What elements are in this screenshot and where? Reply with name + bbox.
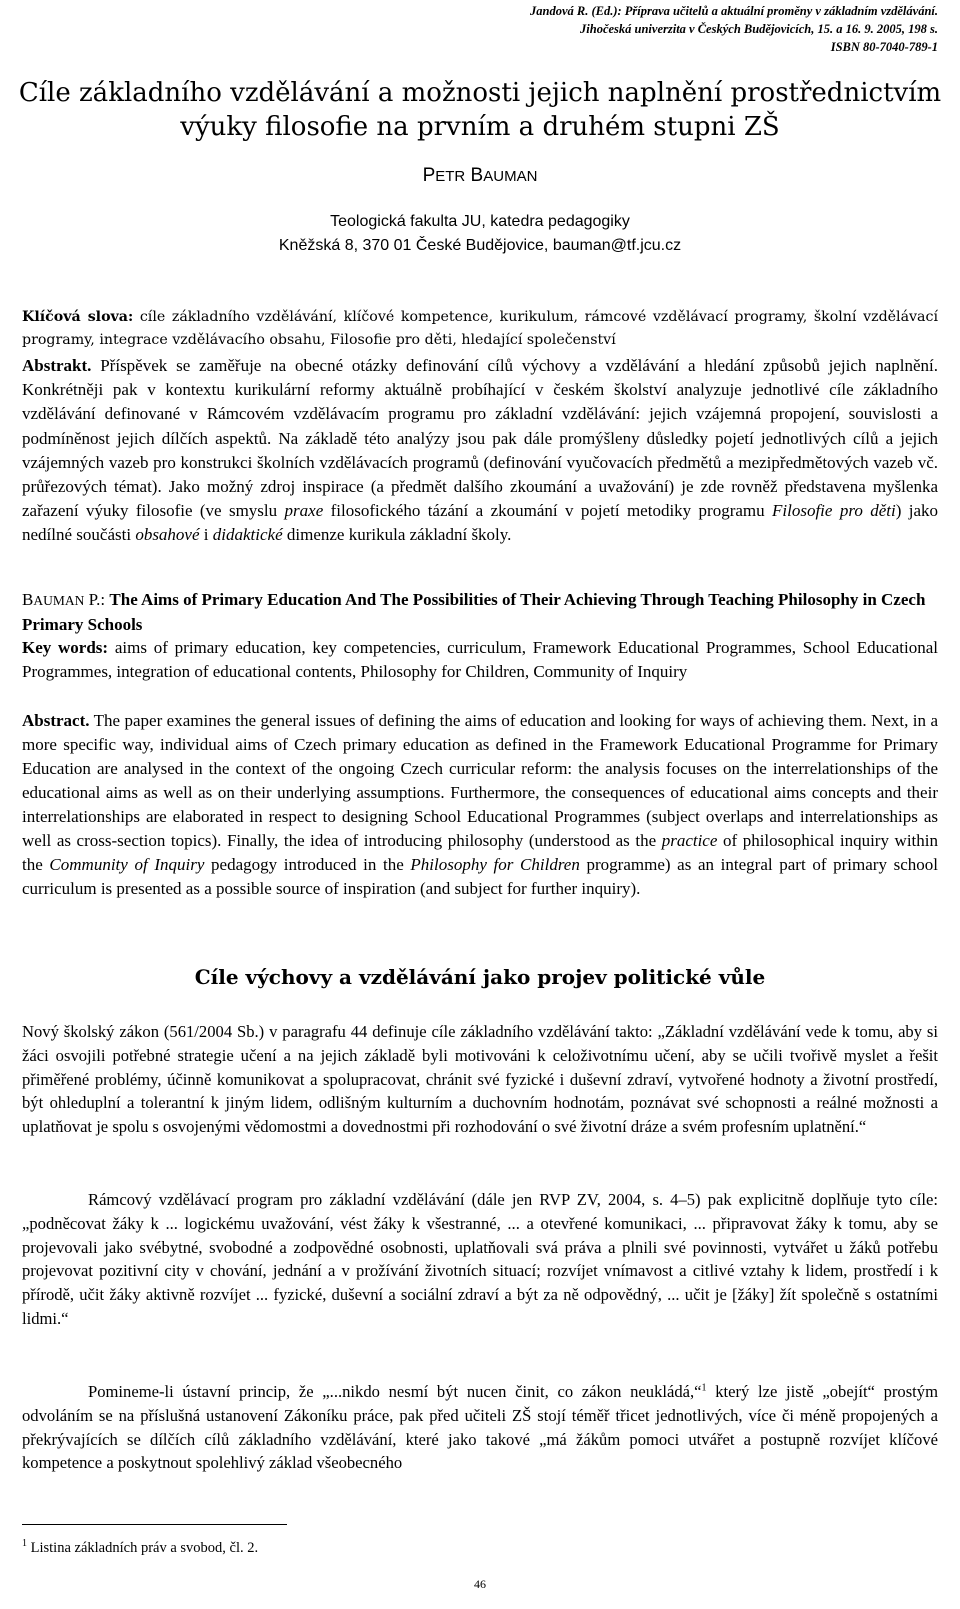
paragraph-3-text: který lze jistě „obejít“ prostým odvoláním se na příslušná ustanovení Zákoníku práce, pak před učiteli ZŠ stojí téměř třicet jednotlivých, více či méně propojených a překrývajících se dílčích cílů základního vzdělávání, které jako takové „má žákům pomoci utvářet a postupně rozvíjet klíčové kompetence a poskytnout spolehlivý základ všeobecného (22, 1382, 938, 1473)
czech-abstract-text: i (199, 525, 213, 545)
footnote-text: Listina základních práv a svobod, čl. 2. (27, 1540, 259, 1556)
title-line-1: Cíle základního vzdělávání a možnosti jejich naplnění prostřednictvím (18, 78, 942, 108)
english-abstract (22, 709, 938, 901)
english-author-rest: AUMAN (33, 593, 85, 608)
english-abstract-text: The paper examines the general issues of defining the aims of education and looking for ways of achieving them. Next, in a more specific way, individual aims of Czech primary education as defined in the Framework Educational Programme for Primary Education are analysed in the context of the ongoing Czech curricular reform: the analysis focuses on the interrelationships of the educational aims as well as on their underlying assumptions. Furthermore, the consequences of educational aims concepts and their interrelationships are elaborated in respect to designing School Educational Programmes (subject overlaps and interrelationships as well as cross-section topics). Finally, the idea of introducing philosophy (understood as the (22, 711, 938, 850)
citation-line-2: Jihočeská univerzita v Českých Budějovicích, 15. a 16. 9. 2005, 198 s. (580, 22, 938, 36)
body-paragraph-1: Nový školský zákon (561/2004 Sb.) v paragrafu 44 definuje cíle základního vzdělávání takto: „Základní vzdělávání vede k tomu, aby si žáci osvojili potřebné strategie učení a na jejich základě byli motivováni k celoživotnímu učení, aby se učili tvořivě myslet a řešit přiměřené problémy, účinně komunikovat a spolupracovat, chránit své fyzické i duševní zdraví, vytvořené hodnoty a životní prostředí, být ohleduplní a tolerantní k jiným lidem, odlišným kulturním a duchovním hodnotám, poznávat své schopnosti a reálné možnosti a uplatňovat je spolu s osvojenými vědomostmi a dovednostmi při rozhodování o své životní dráze a svém profesním uplatnění.“ (22, 1022, 938, 1137)
author-first-rest: ETR (435, 168, 466, 185)
isbn-line: ISBN 80-7040-789-1 (830, 40, 938, 54)
footnote-divider (22, 1524, 287, 1525)
english-author-suffix: P.: (84, 590, 110, 609)
author-first-initial: P (422, 165, 436, 186)
czech-abstract-text: ) jako nedílné součásti (22, 501, 938, 545)
footnote-number: 1 (22, 1538, 27, 1550)
title-line-2: výuky filosofie na prvním a druhém stupni ZŠ (180, 112, 780, 142)
czech-abstract-em: praxe (284, 501, 324, 521)
affiliation-line-2: Kněžská 8, 370 01 České Budějovice, bauman@tf.jcu.cz (278, 237, 682, 254)
body-paragraph-3 (22, 1380, 938, 1475)
english-abstract-text: of philosophical inquiry within the (22, 831, 938, 874)
affiliation-line-1: Teologická fakulta JU, katedra pedagogiky (330, 213, 630, 230)
author-last-rest: AUMAN (483, 168, 538, 185)
paper-title (0, 76, 960, 144)
czech-abstract-label: Abstrakt. (22, 356, 92, 375)
author-name (0, 165, 960, 187)
czech-abstract-text: filosofického tázání a zkoumání v pojetí metodiky programu (323, 501, 773, 521)
czech-abstract-em: obsahové (135, 525, 200, 545)
footnote-reference[interactable]: 1 (701, 1382, 707, 1394)
section-heading: Cíle výchovy a vzdělávání jako projev politické vůle (194, 965, 766, 989)
czech-keywords (22, 306, 938, 352)
citation-header (530, 2, 938, 56)
english-keywords-text: aims of primary education, key competencies, curriculum, Framework Educational Programmes, School Educational Programmes, integration of educational contents, Philosophy for Children, Community of Inquiry (22, 638, 938, 681)
footnote (22, 1540, 258, 1557)
english-abstract-label: Abstract. (22, 711, 90, 730)
english-keywords-label: Key words: (22, 638, 109, 657)
czech-abstract (22, 354, 938, 548)
english-title-text: The Aims of Primary Education And The Possibilities of Their Achieving Through Teaching Philosophy in Czech Primary Schools (22, 590, 926, 634)
body-paragraph-2 (22, 1188, 938, 1331)
english-abstract-text: programme) as an integral part of primary school curriculum is presented as a possible source of inspiration (and subject for further inquiry). (22, 855, 938, 898)
english-keywords (22, 636, 938, 684)
page-number: 46 (474, 1577, 486, 1591)
czech-abstract-em: didaktické (212, 525, 283, 545)
czech-keywords-label: Klíčová slova: (22, 309, 134, 325)
english-abstract-em: Community of Inquiry (49, 855, 205, 874)
english-title (22, 588, 938, 637)
english-abstract-em: practice (661, 831, 718, 850)
czech-abstract-text: Příspěvek se zaměřuje na obecné otázky definování cílů výchovy a vzdělávání a hledání způsobů jejich naplnění. Konkrétněji pak v kontextu kurikulární reformy aktuálně probíhající v českém školství analyzuje jednotlivé cíle základního vzdělávání definované v Rámcovém vzdělávacím programu pro základní vzdělávání: jejich vzájemná propojení, souvislosti a podmíněnost jejich dílčích aspektů. Na základě této analýzy jsou pak dále promýšleny důsledky pojetí jednotlivých cílů a jejich vzájemných vazeb pro konstrukci školních vzdělávacích programů (definování vyučovacích předmětů a mezipředmětových vazeb vč. průřezových témat). Jako možný zdroj inspirace (a předmět dalšího zkoumání a uvažování) je zde rovněž představena myšlenka zařazení výuky filosofie (ve smyslu (22, 356, 938, 521)
author-last-initial: B (470, 165, 484, 186)
author-affiliation (0, 210, 960, 258)
czech-abstract-text: dimenze kurikula základní školy. (282, 525, 512, 545)
english-abstract-em: Philosophy for Children (410, 855, 580, 874)
english-author-initial: B (22, 590, 34, 609)
paragraph-3-text: Pomineme-li ústavní princip, že „...nikdo nesmí být nucen činit, co zákon neukládá,“ (88, 1382, 702, 1401)
paragraph-2-text: Rámcový vzdělávací program pro základní vzdělávání (dále jen RVP ZV, 2004, s. 4–5) pak explicitně doplňuje tyto cíle: „podněcovat žáky k ... logickému uvažování, vést žáky k všestranné, ... a otevřené komunikaci, ... připravovat žáky k tomu, aby se projevovali jako svébytné, svobodné a zodpovědné osobnosti, uplatňovali svá práva a plnili své povinnosti, vytvářet u žáků potřebu projevovat pozitivní city v chování, jednání a v prožívání životních situací; rozvíjet vnímavost a citlivé vztahy k lidem, prostředí i k přírodě, učit žáky aktivně rozvíjet ... fyzické, duševní a sociální zdraví a být za ně odpovědný, ... učit je [žáky] žít společně s ostatními lidmi.“ (22, 1190, 938, 1328)
english-abstract-text: pedagogy introduced in the (204, 855, 411, 874)
citation-line-1: Jandová R. (Ed.): Příprava učitelů a aktuální proměny v základním vzdělávání. (530, 4, 938, 18)
czech-keywords-text: cíle základního vzdělávání, klíčové kompetence, kurikulum, rámcové vzdělávací programy, školní vzdělávací programy, integrace vzdělávacího obsahu, Filosofie pro děti, hledající společenství (22, 309, 938, 348)
czech-abstract-em: Filosofie pro děti (772, 501, 896, 521)
